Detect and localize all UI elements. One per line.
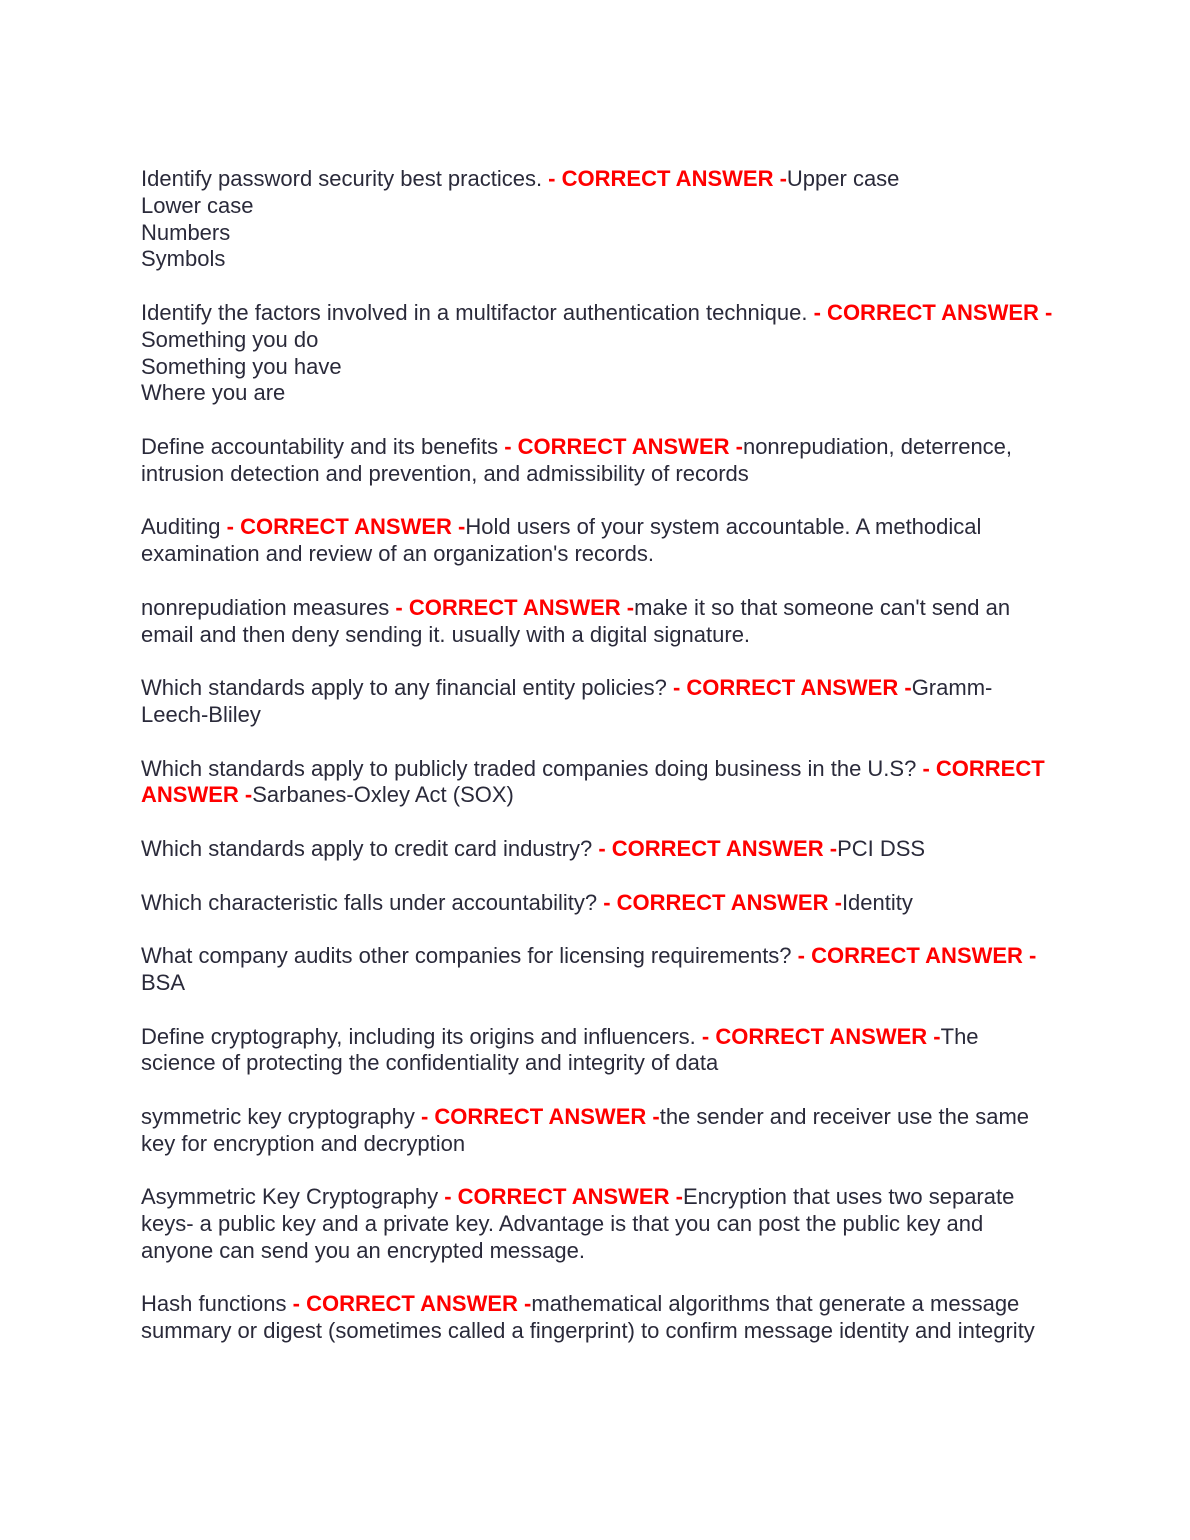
question-text: Which standards apply to publicly traded companies doing business in the U.S? bbox=[141, 755, 917, 781]
qa-item-public-companies bbox=[141, 756, 1056, 810]
answer-text: Hold users of your system accountable. A methodical examination and review of an organization's records. bbox=[141, 514, 982, 567]
correct-answer-marker: - CORRECT ANSWER - bbox=[220, 514, 466, 540]
answer-text: make it so that someone can't send an email and then deny sending it. usually with a digital signature. bbox=[141, 594, 1011, 647]
document-page bbox=[141, 166, 1056, 1372]
answer-text: Sarbanes-Oxley Act (SOX) bbox=[252, 782, 514, 808]
answer-text: nonrepudiation, deterrence, intrusion detection and prevention, and admissibility of records bbox=[141, 433, 1013, 486]
question-text: What company audits other companies for licensing requirements? bbox=[141, 943, 792, 969]
question-text: Auditing bbox=[141, 514, 221, 540]
qa-item-symmetric bbox=[141, 1104, 1056, 1158]
qa-item-password-practices bbox=[141, 166, 1056, 273]
correct-answer-marker: - CORRECT ANSWER - bbox=[597, 889, 842, 915]
question-text: Which standards apply to any financial entity policies? bbox=[141, 675, 667, 701]
answer-text: the sender and receiver use the same key for encryption and decryption bbox=[141, 1103, 1030, 1156]
answer-text: Gramm-Leech-Bliley bbox=[141, 675, 993, 727]
correct-answer-marker: - CORRECT ANSWER - bbox=[807, 299, 1053, 325]
question-text: Asymmetric Key Cryptography bbox=[141, 1184, 439, 1210]
correct-answer-marker: - CORRECT ANSWER - bbox=[414, 1103, 660, 1129]
answer-text: Something you do Something you have Where you are bbox=[141, 326, 342, 406]
correct-answer-marker: - CORRECT ANSWER - bbox=[791, 943, 1037, 969]
correct-answer-marker: - CORRECT ANSWER - bbox=[542, 166, 787, 191]
correct-answer-marker: - CORRECT ANSWER - bbox=[438, 1184, 683, 1210]
correct-answer-marker: - CORRECT ANSWER - bbox=[498, 433, 743, 459]
question-text: Identify password security best practices. bbox=[141, 166, 543, 191]
correct-answer-marker: - CORRECT ANSWER - bbox=[695, 1023, 941, 1049]
answer-text: Encryption that uses two separate keys- a public key and a private key. Advantage is that you can post the public key and anyone can send you an encrypted message. bbox=[141, 1184, 1015, 1263]
correct-answer-marker: - CORRECT ANSWER - bbox=[666, 675, 912, 701]
answer-text: PCI DSS bbox=[837, 835, 926, 861]
question-text: nonrepudiation measures bbox=[141, 594, 390, 620]
qa-item-auditing bbox=[141, 514, 1056, 568]
question-text: symmetric key cryptography bbox=[141, 1103, 415, 1129]
answer-text: Upper case Lower case Numbers Symbols bbox=[141, 166, 900, 272]
question-text: Which standards apply to credit card industry? bbox=[141, 835, 593, 861]
correct-answer-marker: - CORRECT ANSWER - bbox=[141, 755, 1045, 808]
qa-item-asymmetric bbox=[141, 1184, 1056, 1264]
question-text: Define accountability and its benefits bbox=[141, 433, 499, 459]
question-text: Define cryptography, including its origins and influencers. bbox=[141, 1023, 696, 1049]
question-text: Identify the factors involved in a multifactor authentication technique. bbox=[141, 299, 808, 325]
answer-text: BSA bbox=[141, 969, 186, 995]
qa-item-nonrepudiation bbox=[141, 595, 1056, 649]
correct-answer-marker: - CORRECT ANSWER - bbox=[389, 594, 635, 620]
answer-text: The science of protecting the confidentiality and integrity of data bbox=[141, 1023, 979, 1076]
qa-item-credit-card bbox=[141, 836, 1056, 863]
correct-answer-marker: - CORRECT ANSWER - bbox=[592, 835, 838, 861]
qa-item-accountability bbox=[141, 434, 1056, 488]
question-text: Which characteristic falls under accountability? bbox=[141, 889, 598, 915]
question-text: Hash functions bbox=[141, 1291, 287, 1317]
qa-item-cryptography bbox=[141, 1024, 1056, 1078]
answer-text: mathematical algorithms that generate a message summary or digest (sometimes called a fingerprint) to confirm message identity and integrity bbox=[141, 1291, 1035, 1344]
qa-item-multifactor bbox=[141, 300, 1056, 407]
answer-text: Identity bbox=[841, 889, 913, 915]
correct-answer-marker: - CORRECT ANSWER - bbox=[286, 1291, 532, 1317]
qa-item-licensing bbox=[141, 943, 1056, 997]
qa-item-financial-standards bbox=[141, 675, 1056, 729]
qa-item-characteristic bbox=[141, 890, 1056, 917]
qa-item-hash-functions bbox=[141, 1291, 1056, 1345]
